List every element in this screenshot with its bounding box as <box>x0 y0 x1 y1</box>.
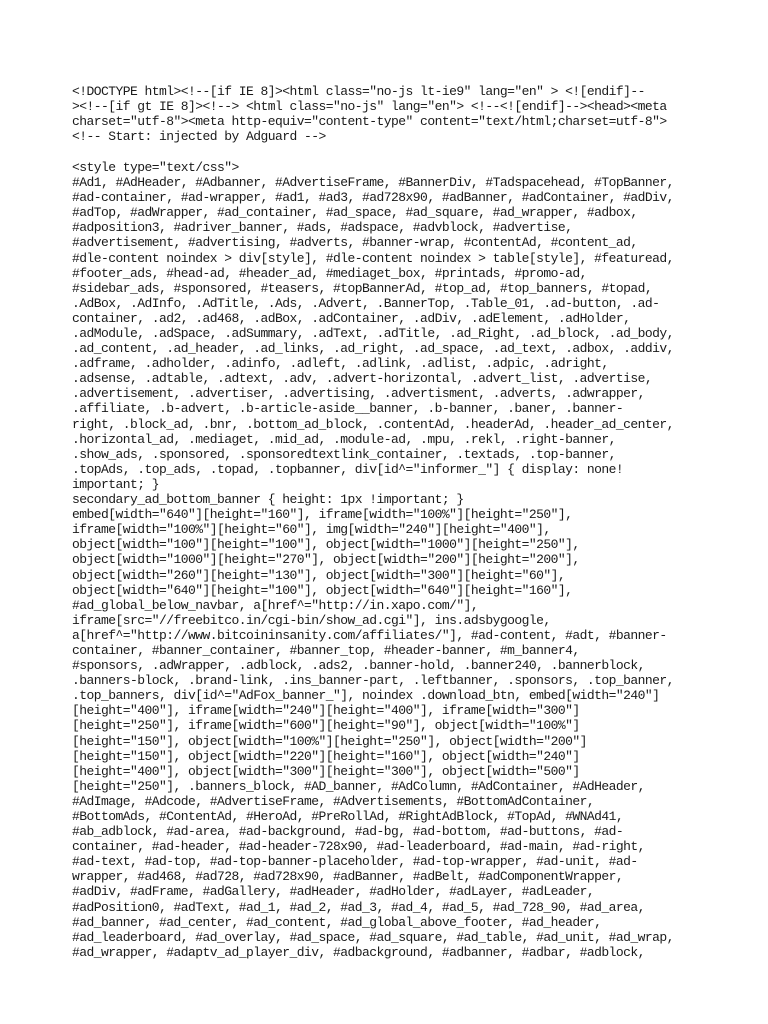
code-line: <!-- Start: injected by Adguard --> <box>72 129 326 145</box>
code-line: #dle-content noindex > div[style], #dle-content noindex > table[style], #featuread, <box>72 250 674 266</box>
code-line: [height="400"], object[width="300"][height="300"], object[width="500"] <box>72 763 580 779</box>
code-line: a[href^="http://www.bitcoininsanity.com/affiliates/"], #ad-content, #adt, #banner- <box>72 627 667 643</box>
document-page <box>72 84 702 960</box>
code-line: #ad-container, #ad-wrapper, #ad1, #ad3, #ad728x90, #adBanner, #adContainer, #adDiv, <box>72 190 674 206</box>
code-line: #advertisement, #advertising, #adverts, #banner-wrap, #contentAd, #content_ad, <box>72 235 638 251</box>
code-line: .advertisement, .advertiser, .advertising, .advertisment, .adverts, .adwrapper, <box>72 386 645 402</box>
blank-line <box>72 144 702 160</box>
code-line: container, #ad-header, #ad-header-728x90, #ad-leaderboard, #ad-main, #ad-right, <box>72 839 645 855</box>
code-line: .topAds, .top_ads, .topad, .topbanner, div[id^="informer_"] { display: none! <box>72 461 624 477</box>
code-line: #adposition3, #adriver_banner, #ads, #adspace, #advblock, #advertise, <box>72 220 573 236</box>
code-line: #ad-text, #ad-top, #ad-top-banner-placeholder, #ad-top-wrapper, #ad-unit, #ad- <box>72 854 638 870</box>
code-line: .banners-block, .brand-link, .ins_banner-part, .leftbanner, .sponsors, .top_banner, <box>72 673 674 689</box>
code-line: <!DOCTYPE html><!--[if IE 8]><html class="no-js lt-ie9" lang="en" > <![endif]-- <box>72 84 645 99</box>
code-line: #footer_ads, #head-ad, #header_ad, #mediaget_box, #printads, #promo-ad, <box>72 265 587 281</box>
code-line: charset="utf-8"><meta http-equiv="content-type" content="text/html;charset=utf-8"> <box>72 114 667 130</box>
code-line: #ad_banner, #ad_center, #ad_content, #ad_global_above_footer, #ad_header, <box>72 914 602 930</box>
code-line: .horizontal_ad, .mediaget, .mid_ad, .module-ad, .mpu, .rekl, .right-banner, <box>72 431 616 447</box>
code-line: container, .ad2, .ad468, .adBox, .adContainer, .adDiv, .adElement, .adHolder, <box>72 310 631 326</box>
code-line: .adframe, .adholder, .adinfo, .adleft, .adlink, .adlist, .adpic, .adright, <box>72 356 609 372</box>
code-line: #ad_global_below_navbar, a[href^="http://in.xapo.com/"], <box>72 597 479 613</box>
code-line: container, #banner_container, #banner_top, #header-banner, #m_banner4, <box>72 642 580 658</box>
code-line: #sidebar_ads, #sponsored, #teasers, #topBannerAd, #top_ad, #top_banners, #topad, <box>72 280 653 296</box>
code-line: #ad_wrapper, #adaptv_ad_player_div, #adbackground, #adbanner, #adbar, #adblock, <box>72 944 645 960</box>
code-line: #adPosition0, #adText, #ad_1, #ad_2, #ad_3, #ad_4, #ad_5, #ad_728_90, #ad_area, <box>72 899 645 915</box>
code-line: wrapper, #ad468, #ad728, #ad728x90, #adBanner, #adBelt, #adComponentWrapper, <box>72 869 624 885</box>
html-header-block <box>72 84 702 144</box>
code-line: [height="150"], object[width="220"][height="160"], object[width="240"] <box>72 748 580 764</box>
code-line: #adTop, #adWrapper, #ad_container, #ad_space, #ad_square, #ad_wrapper, #adbox, <box>72 205 638 221</box>
code-line: [height="150"], object[width="100%"][height="250"], object[width="200"] <box>72 733 587 749</box>
code-line: object[width="100"][height="100"], object[width="1000"][height="250"], <box>72 537 580 553</box>
code-line: [height="250"], .banners_block, #AD_banner, #AdColumn, #AdContainer, #AdHeader, <box>72 778 645 794</box>
code-line: #ad_leaderboard, #ad_overlay, #ad_space, #ad_square, #ad_table, #ad_unit, #ad_wrap, <box>72 929 674 945</box>
code-line: iframe[width="100%"][height="60"], img[width="240"][height="400"], <box>72 522 551 538</box>
code-line: .AdBox, .AdInfo, .AdTitle, .Ads, .Advert, .BannerTop, .Table_01, .ad-button, .ad- <box>72 295 660 311</box>
code-line: #sponsors, .adWrapper, .adblock, .ads2, .banner-hold, .banner240, .bannerblock, <box>72 658 645 674</box>
code-line: .adsense, .adtable, .adtext, .adv, .advert-horizontal, .advert_list, .advertise, <box>72 371 653 387</box>
code-line: secondary_ad_bottom_banner { height: 1px !important; } <box>72 492 464 508</box>
code-line: .show_ads, .sponsored, .sponsoredtextlink_container, .textads, .top-banner, <box>72 446 616 462</box>
code-line: object[width="1000"][height="270"], object[width="200"][height="200"], <box>72 552 580 568</box>
code-line: .top_banners, div[id^="AdFox_banner_"], noindex .download_btn, embed[width="240"] <box>72 688 660 704</box>
code-line: #Ad1, #AdHeader, #Adbanner, #AdvertiseFrame, #BannerDiv, #Tadspacehead, #TopBanner, <box>72 175 674 191</box>
code-line: #adDiv, #adFrame, #adGallery, #adHeader, #adHolder, #adLayer, #adLeader, <box>72 884 595 900</box>
style-block <box>72 160 702 960</box>
code-line: object[width="640"][height="100"], object[width="640"][height="160"], <box>72 582 573 598</box>
code-line: .ad_content, .ad_header, .ad_links, .ad_right, .ad_space, .ad_text, .adbox, .addiv, <box>72 341 674 357</box>
code-line: <style type="text/css"> <box>72 159 239 175</box>
code-line: #BottomAds, #ContentAd, #HeroAd, #PreRollAd, #RightAdBlock, #TopAd, #WNAd41, <box>72 809 624 824</box>
code-line: right, .block_ad, .bnr, .bottom_ad_block, .contentAd, .headerAd, .header_ad_center, <box>72 416 674 432</box>
code-line: iframe[src="//freebitco.in/cgi-bin/show_ad.cgi"], ins.adsbygoogle, <box>72 612 551 628</box>
code-line: ><!--[if gt IE 8]><!--> <html class="no-js" lang="en"> <!--<![endif]--><head><meta <box>72 99 667 115</box>
code-line: .affiliate, .b-advert, .b-article-aside__banner, .b-banner, .baner, .banner- <box>72 401 624 417</box>
code-line: [height="400"], iframe[width="240"][height="400"], iframe[width="300"] <box>72 703 580 719</box>
code-line: important; } <box>72 476 160 492</box>
code-line: #ab_adblock, #ad-area, #ad-background, #ad-bg, #ad-bottom, #ad-buttons, #ad- <box>72 824 624 840</box>
code-line: #AdImage, #Adcode, #AdvertiseFrame, #Advertisements, #BottomAdContainer, <box>72 793 595 809</box>
code-line: [height="250"], iframe[width="600"][height="90"], object[width="100%"] <box>72 718 580 734</box>
code-line: .adModule, .adSpace, .adSummary, .adText, .adTitle, .ad_Right, .ad_block, .ad_body, <box>72 326 674 341</box>
code-line: embed[width="640"][height="160"], iframe[width="100%"][height="250"], <box>72 507 573 523</box>
code-line: object[width="260"][height="130"], object[width="300"][height="60"], <box>72 567 566 583</box>
